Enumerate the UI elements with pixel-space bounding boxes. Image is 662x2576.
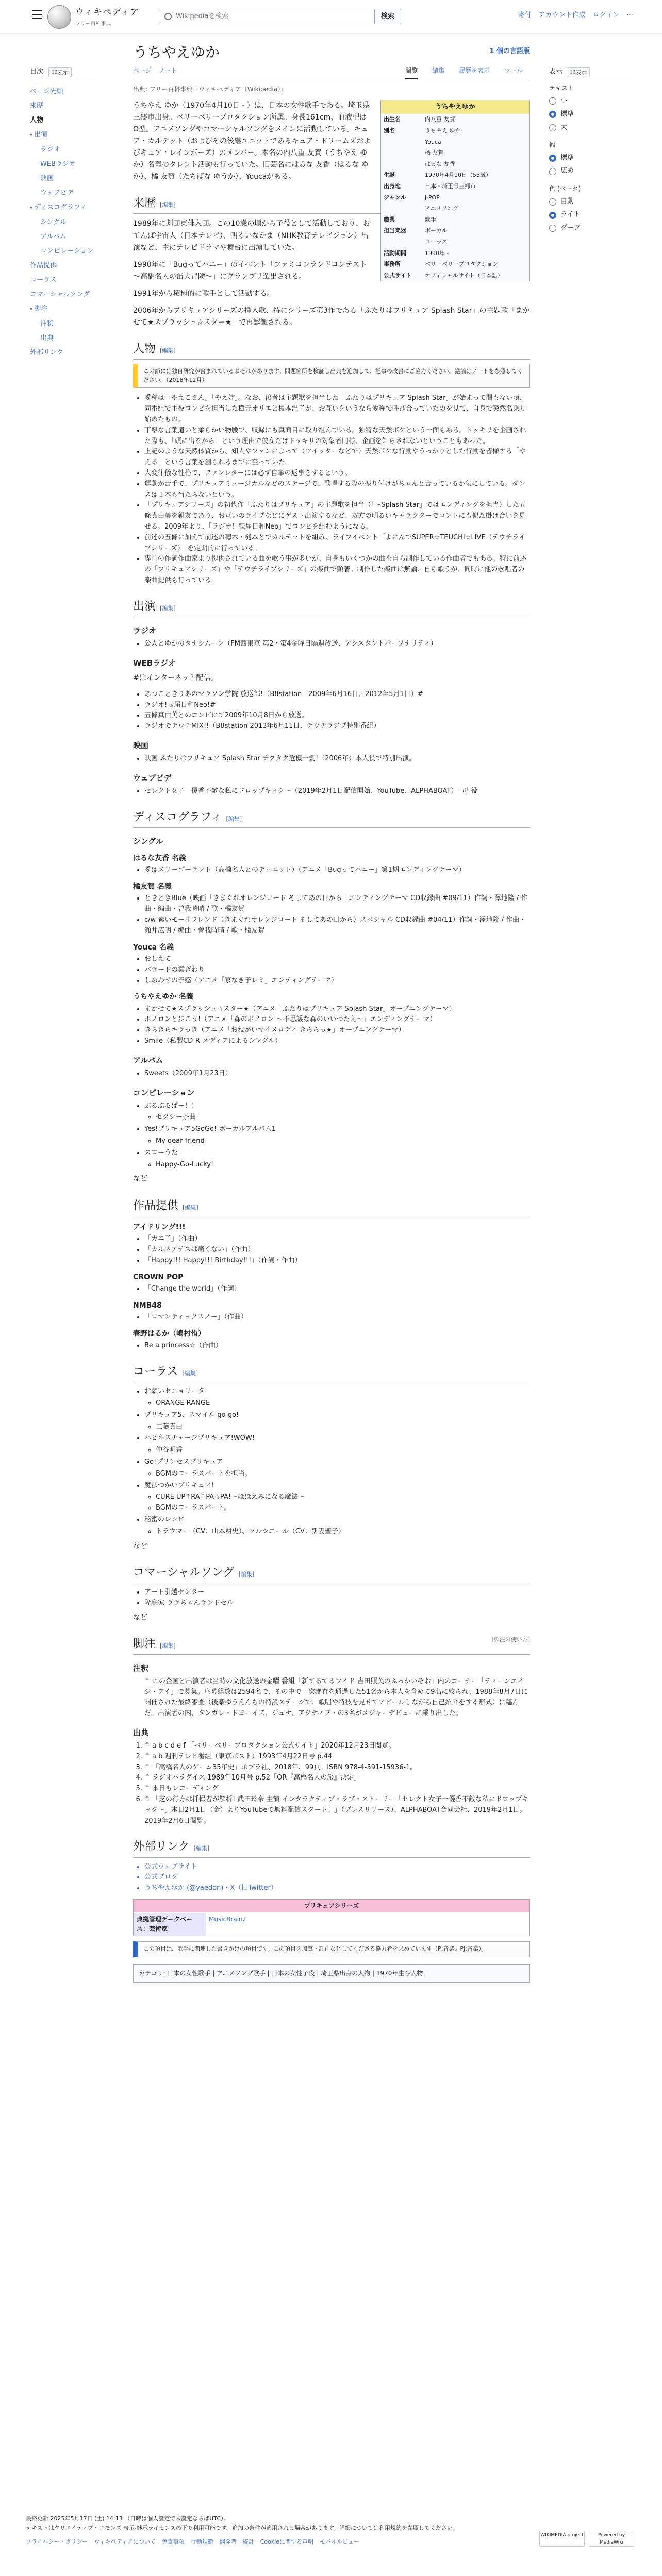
toc-item[interactable]: ▾ 脚注 [30,302,97,317]
infobox-label: ジャンル [384,194,406,201]
footer-link[interactable]: 免責事項 [161,2538,185,2546]
tab-talk[interactable]: ノート [158,67,177,75]
single-item: • まかせて★スプラッシュ☆スター★（アニメ「ふたりはプリキュア Splash Star」オープニングテーマ） [144,1004,530,1015]
create-account-link[interactable]: アカウント作成 [538,11,586,19]
toc-item[interactable]: 人物 [30,116,44,124]
compilation-item[interactable]: • Yes!プリキュア5GoGo! ボーカルアルバム1 ◦ My dear friend [144,1124,530,1147]
infobox-value: 歌手 [425,216,436,223]
tab-history[interactable]: 履歴を表示 [459,67,490,75]
personal-tools [518,10,633,21]
chorus-item-sub: ◦ BGMのコーラスパートを担当。 [156,1469,530,1480]
edit-link[interactable]: 編集 [162,604,174,612]
single-item: • おしえて [144,954,530,965]
chorus-item-sub: ◦ トラウマー（CV：山本耕史）、ソルシエール（CV：新妻聖子） [156,1527,530,1537]
toc-sidebar [30,67,97,360]
history-paragraph: 1991年から積極的に歌手として活動する。 [133,289,274,298]
appearance-panel [549,67,632,241]
source-item: 1. ^ a b c d e f 「ベリーベリープロダクション公式サイト」2020年12月23日閲覧。 [144,1741,530,1752]
group-uchiyae: うちやえゆか 名義 [133,993,193,1002]
infobox-label: 公式サイト [384,272,412,279]
toc-item[interactable]: コーラス [30,276,57,284]
toc-title: 目次 [30,68,44,76]
chorus-item[interactable]: • お願いセニョリータ ◦ ORANGE RANGE [144,1386,530,1409]
infobox-label: 別名 [384,127,395,134]
subsection-album: アルバム [133,1055,163,1065]
webradio-item: • ラジオ!転届日和Neo!# [144,700,530,711]
license-text: テキストはクリエイティブ・コモンズ 表示-継承ライセンスの下で利用可能です。追加の条件が適用される場合があります。詳細については利用規約を参照してください。 [26,2524,458,2531]
infobox-title: うちやえゆか [381,100,529,114]
infobox-value: ベリーベリープロダクション [425,261,499,268]
toc-item[interactable]: シングル [40,218,67,226]
source-item: 3. ^ 「高橋名人のゲーム35年史」ポプラ社、2018年、99頁。ISBN 978-4-591-15936-1。 [144,1762,530,1773]
chorus-item-sub: ◦ 仲谷明香 [156,1445,530,1456]
infobox-value: 橘 友賀 [425,149,444,157]
infobox-label: 職業 [384,216,395,223]
group-youca: Youca 名義 [133,943,174,952]
infobox-value: Youca [425,138,441,145]
color-label: 色 (ベータ) [549,185,581,193]
infobox-value: 日本・埼玉県三郷市 [425,182,476,190]
toc-item[interactable]: ラジオ [40,145,61,154]
subsection-sources: 出典 [133,1727,149,1737]
person-item: • 専門の作詞作曲家より提供されている曲を歌う事が多いが、自身もいくつかの曲を自ら制作している作曲者でもある。特に前述の「プリキュアシリーズ」や「テウチライブシリーズ」の楽曲で顕著。制作した楽曲は無論、自ら歌うが、同時に他の歌唱者の楽曲提供も行っている。 [144,554,530,586]
radio-item: • 公人とゆかのタナシムーン（FM西東京 第2・第4金曜日隔週放送、アシスタントパーソナリティ） [144,639,530,650]
appearance-hide-button[interactable]: 非表示 [567,67,590,78]
infobox-value: 1970年4月10日（55歳） [425,172,491,179]
tab-edit[interactable]: 編集 [432,67,445,75]
search-input[interactable]: Wikipediaを検索 [176,12,229,20]
wordmark: ウィキペディア [75,7,139,18]
compilation-item[interactable]: • スローうた ◦ Happy-Go-Lucky! [144,1148,530,1171]
search-box[interactable] [159,9,401,24]
work-item: • 「Change the world」（作詞） [144,1284,530,1295]
toc-item[interactable]: WEBラジオ [40,160,76,168]
external-link[interactable]: • 公式ブログ [144,1872,530,1883]
navbox-title[interactable]: プリキュアシリーズ [134,1900,529,1912]
toc-item[interactable]: 作品提供 [30,261,57,269]
more-icon[interactable]: ⋯ [626,11,633,19]
authority-control-label: 典拠管理データベース：芸術家 [134,1913,206,1936]
work-item: • Be a princess☆（作曲） [144,1341,530,1351]
external-link[interactable]: • うちやえゆか (@yaedon)・X（旧Twitter） [144,1883,530,1894]
infobox-label [381,203,422,214]
infobox-label: 出身地 [384,182,401,190]
last-modified: 最終更新 2025年5月17日 (土) 14:13 （日時は個人設定で未設定ならばUTC）。 [26,2515,229,2522]
footer-link[interactable]: 行動規範 [190,2538,213,2546]
infobox-value: J-POP [425,194,440,201]
chorus-item-sub: ◦ CURE UP↑RA♡PA☆PA!〜ほほえみになる魔法〜 [156,1492,530,1503]
person-item: • 愛称は「やえこさん」「やえ姉」。なお、後者は主題歌を担当した「ふたりはプリキュア Splash Star」が始まって間もない頃、同番組で主役コンビを担当した樹元オリエと榎本温子が、お互いをいうなら愛称で呼び合っていたのを見て、自身で突然名乗り始めたもの。 [144,393,530,425]
site-logo[interactable] [47,5,139,29]
main-menu-icon[interactable] [32,10,42,19]
infobox-value: コーラス [425,238,448,245]
infobox-value: 1990年 - [425,249,449,257]
infobox-label: 担当楽器 [384,227,406,234]
subsection-webvideo: ウェブビデ [133,773,172,783]
single-item: • ボノロンと歩こう!（アニメ「森のボノロン 〜不思議な森のいいつたえ〜」エンディングテーマ） [144,1014,530,1025]
site-header [0,0,662,34]
text-size-label: テキスト [549,84,574,92]
footer-link[interactable]: Cookieに関する声明 [260,2538,314,2546]
toc-item[interactable]: コマーシャルソング [30,290,90,298]
navbox-precure [133,1899,530,1937]
section-chorus: コーラス [編集] [133,1363,530,1382]
color-auto[interactable]: 自動 [549,196,632,207]
work-item: • 「カルネアデスは痛くない」（作曲） [144,1245,530,1256]
toc-hide-button[interactable]: 非表示 [48,67,72,78]
width-wide[interactable]: 広め [549,166,632,177]
toc-list [30,84,97,360]
toc-item[interactable]: ウェブビデ [40,189,74,197]
original-research-notice: この節には独自研究が含まれているおそれがあります。問題箇所を検証し出典を追加して、記事の改善にご協力ください。議論はノートを参照してください。（2018年12月） [133,364,530,388]
webvideo-item: • セレクト女子一優香不敵な私にドロップキック〜（2019年2月1日配信開始、YouTube、ALPHABOAT）- 母 役 [144,786,530,797]
toc-item[interactable]: ページ先頭 [30,87,63,95]
source-item: 4. ^ ラジオパラダイス 1989年10月号 p.52「OR『高橋名人の旅』決定」 [144,1773,530,1784]
intro-paragraph: うちやえ ゆか（1970年4月10日 - ）は、日本の女性歌手である。埼玉県三郷市出身。ベリーベリープロダクション所属。身長161cm、血液型はO型。アニメソングやコマーシャルソングをメインに活動している。キュア・カルテット（およびその後継ユニットであるキュア・ドリームズおよびキュア・レインボーズ）のメンバー。本名の内八重 友賀（うちやえ ゆか）名義のタレント活動も行っていた。旧芸名にはるな 友香（はるな ゆか）、橘 友賀（たちばな ゆうか）、Youcaがある。 [133,101,371,181]
subsection-single: シングル [133,836,163,846]
chorus-item[interactable]: • ハピネスチャージプリキュア!WOW! ◦ 仲谷明香 [144,1433,530,1456]
subsection-webradio: WEBラジオ [133,658,176,668]
toc-item[interactable]: 外部リンク [30,348,63,357]
footer-link[interactable]: 統計 [242,2538,254,2546]
album-item: • Sweets（2009年1月23日） [144,1069,530,1079]
webradio-note: #はインターネット配信。 [133,673,218,682]
tab-tools[interactable]: ツール [504,67,523,75]
compilation-item-sub: ◦ Happy-Go-Lucky! [156,1160,530,1171]
chorus-item[interactable]: • 秘密のレシピ ◦ トラウマー（CV：山本耕史）、ソルシエール（CV：新妻聖子） [144,1515,530,1537]
history-paragraph: 1990年に「Bugってハニー」のイベント「ファミコンランドコンテスト 〜高橋名人の缶大冒険〜」にグランプリ選出される。 [133,260,367,281]
category-links[interactable]: カテゴリ: 日本の女性歌手 | アニメソング歌手 | 日本の女性子役 | 埼玉県出身の人物 | 1970年生存人物 [133,1964,530,1983]
infobox-value: はるな 友香 [425,160,455,167]
site-sub: 出典: フリー百科事典『ウィキペディア（Wikipedia）』 [133,86,287,93]
person-item: • 丁寧な言葉遣いと柔らかい物腰で、収録にも真面目に取り組んでいる。独特な天然ボケという一面もある。ドッキリを企画された際も、「頭に出るから」という理由で彼女だけドッキリの対象者同様、企画を知らされないということもあった。 [144,426,530,447]
infobox-value: オフィシャルサイト（日本語） [425,272,503,279]
chorus-item-sub: ◦ BGMのコーラスパート。 [156,1503,530,1514]
color-light[interactable]: ライト [549,210,632,221]
search-icon [164,13,172,20]
work-item: • 「カニ子」（作曲） [144,1234,530,1245]
section-history: 来歴 [編集] [133,194,530,214]
history-paragraph: 1989年に劇団東俳入団。この10歳の頃から子役として活動しており、おてんば宇宙人（日本テレビ）、明るいなかま（NHK教育テレビジョン）出演など、主にテレビドラマや舞台に出演していた。 [133,219,370,252]
toc-item[interactable]: アルバム [40,232,67,241]
work-item: • 「ロマンティックスノー」（作曲） [144,1312,530,1323]
person-item: • 上記のような天然体質から、知人やファンによって（ツイッターなどで）天然ボケな行動やうっかりとした行動を皆様する「やえる」という言葉を創られるまでに至っていた。 [144,447,530,468]
subsection-radio: ラジオ [133,625,157,635]
footer-link[interactable]: ウィキペディアについて [94,2538,156,2546]
infobox-label: 生誕 [384,172,395,179]
toc-item[interactable]: 注釈 [40,319,54,328]
width-label: 幅 [549,141,556,149]
section-cm: コマーシャルソング [編集] [133,1564,530,1583]
search-button[interactable]: 検索 [374,9,401,24]
musicbrainz-link[interactable]: MusicBrainz [209,1916,246,1923]
footer-link[interactable]: プライバシー・ポリシー [26,2538,88,2546]
footer-link[interactable]: 開発者 [219,2538,237,2546]
subsection-notes: 注釈 [133,1663,149,1673]
work-item: • 「Happy!!! Happy!!! Birthday!!!」（作詞・作曲） [144,1256,530,1266]
page-title: うちやえゆか [133,44,220,61]
webradio-item: • ラジオでテウチMIX!!（B8station 2013年6月11日、テウチラジブ特別番組） [144,721,530,732]
article-content: うちやえゆか 1 個の言語版 ページ ノート 閲覧 編集 履歴を表示 ツール 出典: フリー百科事典『ウィキペディア（Wikipedia）』 うちやえゆか 出生名 内八重 友賀 別名 うちやえ ゆか Youca 橘 友賀 はるな 友香 生誕 1970年4月10日（55歳） 出身地 日本・埼玉県三郷市 ジャンル J-POP アニメソング 職業 歌手 担当楽器 ボーカル コーラス 活動期間 1990年 - 事務所 ベリーベリープロダクション 公式サイト オフィシャルサイト（日本語） うちやえ ゆか（1970年4月10日 - ）は、日本の女性歌手である。埼玉県三郷市出身。ベリーベリープロダクション所属。身長161cm、血液型はO型。アニメソングやコマーシャルソングをメインに活動している。キュア・カルテット（およびその後継ユニットであるキュア・ドリームズおよびキュア・レインボーズ）のメンバー。本名の内八重 友賀（うちやえ ゆか）名義のタレント活動も行っていた。旧芸名にはるな 友香（はるな ゆか）、橘 友賀（たちばな ゆうか）、Youcaがある。 来歴 [編集] 1989年に劇団東俳入団。この10歳の頃から子役として活動しており、おてんば宇宙人（日本テレビ）、明るいなかま（NHK教育テレビジョン）出演など、主にテレビドラマや舞台に出演していた。 1990年に「Bugってハニー」のイベント「ファミコンランドコンテスト 〜高橋名人の缶大冒険〜」にグランプリ選出される。 1991年から積極的に歌手として活動する。 2006年からプリキュアシリーズの挿入歌、特にシリーズ第3作である「ふたりはプリキュア Splash Star」の主題歌「まかせて★スプラッシュ☆スター★」で再認識される。 人物 [編集] この節には独自研究が含まれているおそれがあります。問題箇所を検証し出典を追加して、記事の改善にご協力ください。議論はノートを参照してください。（2018年12月） • 愛称は「やえこさん」「やえ姉」。なお、後者は主題歌を担当した「ふたりはプリキュア Splash Star」が始まって間もない頃、同番組で主役コンビを担当した樹元オリエと榎本温子が、お互いをいうなら愛称で呼び合っていたのを見て、自身で突然名乗り始めたもの。 • 丁寧な言葉遣いと柔らかい物腰で、収録にも真面目に取り組んでいる。独特な天然ボケという一面もある。ドッキリを企画された際も、「頭に出るから」という理由で彼女だけドッキリの対象者同様、企画を知らされないということもあった。 • 上記のような天然体質から、知人やファンによって（ツイッターなどで）天然ボケな行動やうっかりとした行動を皆様する「やえる」という言葉を創られるまでに至っていた。 • 大変律儀な性格で、ファンレターには必ず自筆の返事をするという。 • 運動が苦手で、プリキュアミュージカルなどのステージで、歌唱する際の振り付けがちゃんと合っているか気にしている。ダンスは１本も当たらないという。 • 「プリキュアシリーズ」の初代作「ふたりはプリキュア」の主題歌を担当（「〜Splash Star」ではエンディングを担当）した五條真由美を親友であり、お互いのライブなどにゲスト出演するなど、双方の明るいキャラクターでコントにも似た掛け合いを見せる。2009年より、「ラジオ！転届日和Neo」でコンビを組むようになる。 • 前述の五條に加えて前述の穂木・樋本とでカルテットを組み、ライブイベント「よにんでSUPER☆TEUCHI☆LIVE（テウチライブシリーズ）」を定期的に行っている。 • 専門の作詞作曲家より提供されている曲を歌う事が多いが、自身もいくつかの曲を自ら制作している作曲者でもある。特に前述の「プリキュアシリーズ」や「テウチライブシリーズ」の楽曲で顕著。制作した楽曲は無論、自ら歌うが、同時に他の歌唱者の楽曲提供も行っている。 出演 [編集] ラジオ • 公人とゆかのタナシムーン（FM西東京 第2・第4金曜日隔週放送、アシスタントパーソナリティ） WEBラジオ #はインターネット配信。 • あつこときりあのマラソン学院 放送部!（B8station 2009年6月16日、2012年5月1日）# • ラジオ!転届日和Neo!# • 五條真由美とのコンビにて2009年10月8日から放送。 • ラジオでテウチMIX!!（B8station 2013年6月11日、テウチラジブ特別番組） 映画 • 映画 ふたりはプリキュア Splash Star チクタク危機一髪!（2006年）本人役で特別出演。 ウェブビデ • セレクト女子一優香不敵な私にドロップキック〜（2019年2月1日配信開始、YouTube、ALPHABOAT）- 母 役 ディスコグラフィ [編集] シングル はるな友香 名義 • 愛はメリーゴーランド（高橋名人とのデュエット）（アニメ「Bugってハニー」第1期エンディングテーマ） 橘友賀 名義 • ときどきBlue（映画「きまぐれオレンジロード そしてあの日から」エンディングテーマ CD収録曲 #09/11）作詞・澤地隆 / 作曲・編曲・曽我時晴 / 歌・橘友賀 • c/w 素いモーイフレンド（きまぐれオレンジロード そしてあの日から）スペシャル CD収録曲 #04/11）作詞・澤地隆 / 作曲・瀬井広明 / 編曲・曽我時晴 / 歌・橘友賀 Youca 名義 • おしえて • バラードの雲ぎわり • しあわせの予感（アニメ「家なき子レミ」エンディングテーマ） うちやえゆか 名義 • まかせて★スプラッシュ☆スター★（アニメ「ふたりはプリキュア Splash Star」オープニングテーマ） • ボノロンと歩こう!（アニメ「森のボノロン 〜不思議な森のいいつたえ〜」エンディングテーマ） • きらきらキラっき（アニメ「おねがいマイメロディ きららっ★」オープニングテーマ） • Smile（私製CD-R メディアによるシングル） アルバム • Sweets（2009年1月23日） コンピレーション • ぷるぷるぱー！！ ◦ セクシー茶曲 • Yes!プリキュア5GoGo! ボーカルアルバム1 ◦ My dear friend • スローうた ◦ Happy-Go-Lucky! など 作品提供 [編集] アイドリング!!! • 「カニ子」（作曲） • 「カルネアデスは痛くない」（作曲） • 「Happy!!! Happy!!! Birthday!!!」（作詞・作曲） CROWN POP • 「Change the world」（作詞） NMB48 • 「ロマンティックスノー」（作曲） 春野はるか（嶋村侑） • Be a princess☆（作曲） コーラス [編集] • お願いセニョリータ ◦ ORANGE RANGE • プリキュア5、スマイル go go! ◦ 工藤真由 • ハピネスチャージプリキュア!WOW! ◦ 仲谷明香 • Go!プリンセスプリキュア ◦ BGMのコーラスパートを担当。 • 魔法つかいプリキュア! ◦ CURE UP↑RA♡PA☆PA!〜ほほえみになる魔法〜 ◦ BGMのコーラスパート。 • 秘密のレシピ ◦ トラウマー（CV：山本耕史）、ソルシエール（CV：新妻聖子） など コマーシャルソング [編集] • アート引越センター • 隆庭家 ララちゃんランドセル など 脚注 [編集] [脚注の使い方] 注釈 ^ この企画と出演者は当時の文化放送の金曜 番組「新てるてるワイド 吉田照美のふっかいぞお」内のコーナー「ティーンエイジ・アイ」で募集。応募総数は2594名で、その中で一次審査を通過した51名から本人を含めて9名に絞られ、1988年8月7日に開催された最終審査（後楽ゆうえんちの特設ステージで、歌唱や特技を見せてアピールしながら自己紹介をする形式）に臨んだ。出演者の内、タンガレ・ドヨーイズ、ジュナ、アクティブ・の3名がメジャーデビューに乗り出した。 出典 1. ^ a b c d e f 「ベリーベリープロダクション公式サイト」2020年12月23日閲覧。 2. ^ a b 週刊テレビ番組（東京ポスト）1993年4月22日号 p.44 3. ^ 「高橋名人のゲーム35年史」ポプラ社、2018年、99頁。ISBN 978-4-591-15936-1。 4. ^ ラジオパラダイス 1989年10月号 p.52「OR『高橋名人の旅』決定」 5. ^ 本日もレコーディング 6. ^ 「芝の行方は挿撮者が解析! 武田玲奈 主演 インタラクティブ・ラブ・ストーリー「セレクト女子一優香不敵な私にドロップキック〜」本日2月1日（金）よりYouTubeで無料配信スタート！」（プレスリリース）、ALPHABOAT合同会社、2019年2月1日。2019年2月6日閲覧。 外部リンク [編集] • 公式ウェブサイト • 公式ブログ • うちやえゆか (@yaedon)・X（旧Twitter） プリキュアシリーズ 典拠管理データベース：芸術家 MusicBrainz この項目は、歌手に関連した書きかけの項目です。この項目を加筆・訂正などしてくださる協力者を求めています（P:音楽／PJ:音楽）。 カテゴリ: 日本の女性歌手 | アニメソング歌手 | 日本の女性子役 | 埼玉県出身の人物 | 1970年生存人物 [133,41,530,1983]
group-haruna: はるな友香 名義 [133,854,186,862]
person-item: • 「プリキュアシリーズ」の初代作「ふたりはプリキュア」の主題歌を担当（「〜Splash Star」ではエンディングを担当）した五條真由美を親友であり、お互いのライブなどにゲスト出演するなど、双方の明るいキャラクターでコントにも似た掛け合いを見せる。2009年より、「ラジオ！転届日和Neo」でコンビを組むようになる。 [144,500,530,532]
note-item: ^ この企画と出演者は当時の文化放送の金曜 番組「新てるてるワイド 吉田照美のふっかいぞお」内のコーナー「ティーンエイジ・アイ」で募集。応募総数は2594名で、その中で一次審査を通過した51名から本人を含めて9名に絞られ、1988年8月7日に開催された最終審査（後楽ゆうえんちの特設ステージで、歌唱や特技を見せてアピールしながら自己紹介をする形式）に臨んだ。出演者の内、タンガレ・ドヨーイズ、ジュナ、アクティブ・の3名がメジャーデビューに乗り出した。 [144,1677,528,1718]
infobox-value: 内八重 友賀 [425,116,455,123]
footer [26,2514,634,2547]
group-tachibana: 橘友賀 名義 [133,882,172,891]
single-item: • きらきらキラっき（アニメ「おねがいマイメロディ きららっ★」オープニングテーマ） [144,1025,530,1036]
compilation-item-sub: ◦ セクシー茶曲 [156,1112,530,1123]
chorus-item-sub: ◦ 工藤真由 [156,1422,530,1433]
single-item: • ときどきBlue（映画「きまぐれオレンジロード そしてあの日から」エンディングテーマ CD収録曲 #09/11）作詞・澤地隆 / 作曲・編曲・曽我時晴 / 歌・橘友賀 [144,893,530,915]
single-item: • c/w 素いモーイフレンド（きまぐれオレンジロード そしてあの日から）スペシャル CD収録曲 #04/11）作詞・澤地隆 / 作曲・瀬井広明 / 編曲・曽我時晴 / 歌・橘友賀 [144,915,530,937]
chorus-item[interactable]: • 魔法つかいプリキュア! ◦ CURE UP↑RA♡PA☆PA!〜ほほえみになる魔法〜 ◦ BGMのコーラスパート。 [144,1481,530,1514]
chorus-item-sub: ◦ ORANGE RANGE [156,1398,530,1409]
donate-link[interactable]: 寄付 [518,11,532,19]
text-size-standard[interactable]: 標準 [549,109,632,120]
infobox-label [381,137,422,148]
history-paragraph: 2006年からプリキュアシリーズの挿入歌、特にシリーズ第3作である「ふたりはプリキュア Splash Star」の主題歌「まかせて★スプラッシュ☆スター★」で再認識される。 [133,306,530,327]
tab-read[interactable]: 閲覧 [405,66,418,79]
infobox [380,100,530,282]
chorus-item[interactable]: • プリキュア5、スマイル go go! ◦ 工藤真由 [144,1410,530,1433]
etc-text: など [133,1175,147,1183]
appearance-title: 表示 [549,68,563,76]
page-tabs [133,66,530,79]
edit-link[interactable]: 編集 [162,201,174,209]
color-dark[interactable]: ダーク [549,223,632,234]
webradio-item: • 五條真由美とのコンビにて2009年10月8日から放送。 [144,710,530,721]
toc-item[interactable]: コンピレーション [40,247,94,255]
text-size-large[interactable]: 大 [549,123,632,133]
subsection-movie: 映画 [133,740,149,750]
text-size-small[interactable]: 小 [549,96,632,107]
section-external-links: 外部リンク [編集] [133,1838,530,1857]
person-item: • 大変律儀な性格で、ファンレターには必ず自筆の返事をするという。 [144,468,530,479]
section-works: 作品提供 [編集] [133,1197,530,1216]
cm-item: • 隆庭家 ララちゃんランドセル [144,1598,530,1609]
toc-item[interactable]: 出典 [40,334,54,342]
external-link[interactable]: • 公式ウェブサイト [144,1862,530,1873]
footer-link[interactable]: モバイルビュー [320,2538,360,2546]
chorus-item[interactable]: • Go!プリンセスプリキュア ◦ BGMのコーラスパートを担当。 [144,1457,530,1480]
width-standard[interactable]: 標準 [549,153,632,164]
toc-item[interactable]: ▾ ディスコグラフィ [30,200,97,215]
source-item: 5. ^ 本日もレコーディング [144,1784,530,1794]
footnote-help-link[interactable]: [脚注の使い方] [491,1636,530,1643]
edit-link[interactable]: 編集 [185,1204,196,1211]
webradio-item: • あつこときりあのマラソン学院 放送部!（B8station 2009年6月16日、2012年5月1日）# [144,689,530,700]
edit-link[interactable]: 編集 [162,1642,174,1649]
edit-link[interactable]: 編集 [195,1845,207,1852]
globe-logo-icon [47,5,71,29]
edit-link[interactable]: 編集 [162,347,174,354]
tagline: フリー百科事典 [75,21,111,27]
section-person: 人物 [編集] [133,340,530,360]
wikimedia-badge[interactable]: WIKIMEDIA project [539,2531,585,2547]
edit-link[interactable]: 編集 [240,1570,252,1578]
cm-item: • アート引越センター [144,1587,530,1598]
language-button[interactable]: 1 個の言語版 [489,47,530,55]
tab-page[interactable]: ページ [133,67,152,75]
toc-item[interactable]: ▾ 出演 [30,128,97,143]
login-link[interactable]: ログイン [592,11,619,19]
single-item: • Smile（私製CD-R メディアによるシングル） [144,1036,530,1047]
compilation-item[interactable]: • ぷるぷるぱー！！ ◦ セクシー茶曲 [144,1101,530,1124]
infobox-label: 活動期間 [384,249,406,257]
single-item: • バラードの雲ぎわり [144,965,530,976]
infobox-value: ボーカル [425,227,448,234]
infobox-value: うちやえ ゆか [425,127,461,134]
person-item: • 前述の五條に加えて前述の穂木・樋本とでカルテットを組み、ライブイベント「よにんでSUPER☆TEUCHI☆LIVE（テウチライブシリーズ）」を定期的に行っている。 [144,533,530,554]
single-item: • 愛はメリーゴーランド（高橋名人とのデュエット）（アニメ「Bugってハニー」第1期エンディングテーマ） [144,865,530,876]
source-item: 6. ^ 「芝の行方は挿撮者が解析! 武田玲奈 主演 インタラクティブ・ラブ・ストーリー「セレクト女子一優香不敵な私にドロップキック〜」本日2月1日（金）よりYouTubeで無料配信スタート！」（プレスリリース）、ALPHABOAT合同会社、2019年2月1日。2019年2月6日閲覧。 [144,1794,530,1826]
compilation-item-sub: ◦ My dear friend [156,1136,530,1147]
stub-notice: この項目は、歌手に関連した書きかけの項目です。この項目を加筆・訂正などしてくださる協力者を求めています（P:音楽／PJ:音楽）。 [133,1941,530,1957]
section-notes: 脚注 [編集] [脚注の使い方] [133,1635,530,1655]
infobox-label: 出生名 [384,116,401,123]
person-item: • 運動が苦手で、プリキュアミュージカルなどのステージで、歌唱する際の振り付けがちゃんと合っているか気にしている。ダンスは１本も当たらないという。 [144,479,530,501]
infobox-label [381,147,422,159]
source-item: 2. ^ a b 週刊テレビ番組（東京ポスト）1993年4月22日号 p.44 [144,1752,530,1762]
subsection-compilation: コンピレーション [133,1088,195,1097]
infobox-label [381,159,422,170]
edit-link[interactable]: 編集 [184,1370,196,1377]
section-appearances: 出演 [編集] [133,598,530,617]
section-discography: ディスコグラフィ [編集] [133,808,530,828]
edit-link[interactable]: 編集 [228,815,240,822]
movie-item: • 映画 ふたりはプリキュア Splash Star チクタク危機一髪!（2006年）本人役で特別出演。 [144,754,530,765]
infobox-value: アニメソング [425,205,458,212]
infobox-label: 事務所 [384,261,401,268]
toc-item[interactable]: 映画 [40,174,54,182]
toc-item[interactable]: 来歴 [30,101,44,110]
mediawiki-badge[interactable]: Powered by MediaWiki [589,2531,634,2547]
infobox-label [381,236,422,248]
single-item: • しあわせの予感（アニメ「家なき子レミ」エンディングテーマ） [144,976,530,987]
